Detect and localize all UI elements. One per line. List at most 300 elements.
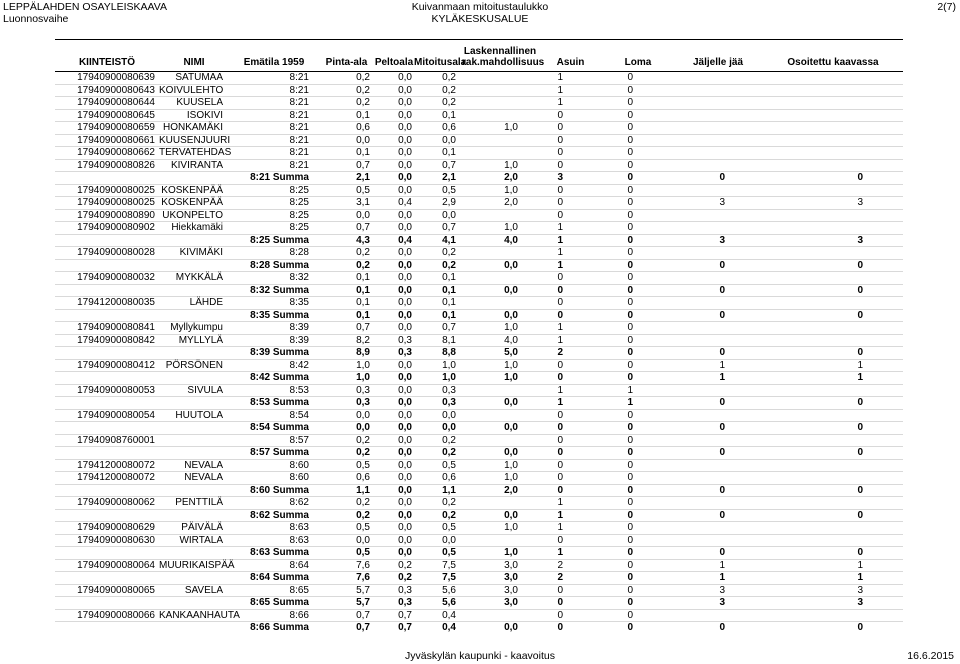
table-cell: 0	[538, 309, 603, 322]
table-cell: 8:62	[229, 497, 319, 510]
table-cell: 0	[538, 472, 603, 485]
table-cell: 0,0	[374, 147, 414, 160]
col-header-assigned: Osoitettu kaavassa	[763, 40, 903, 72]
table-cell	[763, 184, 903, 197]
table-cell: 0,5	[414, 522, 462, 535]
table-cell: 1	[538, 72, 603, 85]
table-cell: 8:39	[229, 322, 319, 335]
table-cell: 0	[763, 422, 903, 435]
summary-row	[55, 422, 903, 435]
table-cell: 0,0	[374, 297, 414, 310]
table-cell: 8:60	[229, 459, 319, 472]
table-cell: 1,1	[319, 484, 374, 497]
table-row	[55, 297, 903, 310]
table-cell: 0,2	[319, 434, 374, 447]
table-cell: 0,0	[374, 309, 414, 322]
table-row	[55, 209, 903, 222]
table-cell: 17940900080644	[55, 97, 159, 110]
table-row	[55, 359, 903, 372]
table-cell	[159, 484, 229, 497]
table-cell: 0,0	[374, 159, 414, 172]
table-cell: 0,0	[462, 509, 538, 522]
table-cell	[462, 384, 538, 397]
table-cell: 0	[603, 222, 673, 235]
table-cell: 0,1	[319, 309, 374, 322]
table-cell: 17940900080662	[55, 147, 159, 160]
table-cell: 8:21	[229, 109, 319, 122]
table-cell: 0	[538, 409, 603, 422]
table-cell	[159, 259, 229, 272]
summary-row	[55, 509, 903, 522]
table-cell: 8:63 Summa	[229, 547, 319, 560]
table-cell: 17941200080035	[55, 297, 159, 310]
table-cell	[763, 534, 903, 547]
table-row	[55, 84, 903, 97]
table-cell: 17940900080065	[55, 584, 159, 597]
table-cell: 0	[673, 172, 763, 185]
table-cell: 0	[603, 559, 673, 572]
table-cell: 0,5	[319, 459, 374, 472]
table-cell: KOIVULEHTO	[159, 84, 229, 97]
table-cell: 0,5	[414, 547, 462, 560]
table-cell: 17940900080062	[55, 497, 159, 510]
table-cell: 0,2	[319, 247, 374, 260]
table-cell: 7,5	[414, 559, 462, 572]
col-header-remaining: Jäljelle jää	[673, 40, 763, 72]
table-cell: 7,6	[319, 572, 374, 585]
table-cell: 0,2	[319, 72, 374, 85]
table-cell: 5,0	[462, 347, 538, 360]
table-cell: 8,1	[414, 334, 462, 347]
table-cell: 1	[673, 372, 763, 385]
table-cell: 0,0	[319, 534, 374, 547]
table-cell: 8:28 Summa	[229, 259, 319, 272]
table-cell: 0	[538, 597, 603, 610]
table-cell: 8:21	[229, 97, 319, 110]
table-cell: 0,0	[374, 409, 414, 422]
table-cell	[763, 497, 903, 510]
table-cell: 1	[763, 372, 903, 385]
table-cell: 17940900080643	[55, 84, 159, 97]
table-cell	[763, 609, 903, 622]
table-cell: 0,0	[462, 622, 538, 634]
table-cell: 0	[603, 147, 673, 160]
table-cell: 0	[673, 509, 763, 522]
table-cell: 0,0	[374, 397, 414, 410]
table-cell: 8:35 Summa	[229, 309, 319, 322]
col-header-dimension-area: Mitoitusala	[414, 40, 462, 72]
table-cell	[763, 222, 903, 235]
table-cell: 1,0	[319, 359, 374, 372]
table-cell: Myllykumpu	[159, 322, 229, 335]
table-cell	[673, 297, 763, 310]
table-cell: 0	[603, 184, 673, 197]
table-cell: 8:64 Summa	[229, 572, 319, 585]
table-cell: 2,0	[462, 197, 538, 210]
table-cell	[159, 422, 229, 435]
table-row	[55, 147, 903, 160]
table-cell: 8:42	[229, 359, 319, 372]
table-cell: 0,3	[374, 584, 414, 597]
table-cell: 0,3	[319, 384, 374, 397]
table-cell	[673, 322, 763, 335]
table-cell: 8:21	[229, 147, 319, 160]
table-header	[55, 40, 903, 72]
table-cell: 8:66	[229, 609, 319, 622]
table-cell	[462, 247, 538, 260]
table-cell: 2,1	[414, 172, 462, 185]
table-cell: 17940900080053	[55, 384, 159, 397]
table-cell: 0	[538, 147, 603, 160]
table-cell: 0,7	[319, 222, 374, 235]
table-cell: 17940900080630	[55, 534, 159, 547]
table-cell: 0,2	[414, 247, 462, 260]
table-cell: 0,3	[374, 347, 414, 360]
table-cell: 0	[538, 622, 603, 634]
table-cell: 0,3	[414, 397, 462, 410]
table-cell: ISOKIVI	[159, 109, 229, 122]
col-header-area: Pinta-ala	[319, 40, 374, 72]
table-cell: 0,7	[319, 609, 374, 622]
table-row	[55, 559, 903, 572]
table-cell: 0,0	[319, 209, 374, 222]
footer-organization: Jyväskylän kaupunki - kaavoitus	[405, 650, 555, 662]
table-cell: 0,0	[462, 284, 538, 297]
table-cell: 3	[538, 172, 603, 185]
table-cell	[673, 334, 763, 347]
table-cell: LÄHDE	[159, 297, 229, 310]
table-cell: 17940900080025	[55, 197, 159, 210]
table-cell: 0	[763, 172, 903, 185]
table-cell: 0	[603, 534, 673, 547]
table-title: Kuivanmaan mitoitustaulukko	[411, 1, 549, 13]
table-cell: 0	[603, 197, 673, 210]
table-cell: 0,0	[462, 422, 538, 435]
table-cell: 8:25	[229, 222, 319, 235]
table-cell: 0	[603, 459, 673, 472]
table-cell: 17940900080025	[55, 184, 159, 197]
footer-date: 16.6.2015	[907, 650, 954, 662]
table-cell: 0	[673, 484, 763, 497]
table-cell: 17940908760001	[55, 434, 159, 447]
table-cell	[159, 309, 229, 322]
table-cell: 0,2	[414, 447, 462, 460]
table-cell	[55, 597, 159, 610]
table-cell	[159, 434, 229, 447]
summary-row	[55, 484, 903, 497]
table-cell	[159, 234, 229, 247]
table-cell: 2,9	[414, 197, 462, 210]
table-cell: 1,0	[462, 159, 538, 172]
table-cell: 17940900080054	[55, 409, 159, 422]
table-cell: 0	[538, 534, 603, 547]
summary-row	[55, 447, 903, 460]
table-cell: 0,0	[374, 459, 414, 472]
table-cell	[763, 147, 903, 160]
table-cell: 8:25	[229, 184, 319, 197]
table-cell: 0	[603, 284, 673, 297]
table-row	[55, 472, 903, 485]
table-cell: 0,7	[414, 159, 462, 172]
table-cell	[673, 222, 763, 235]
table-cell: 0,0	[319, 422, 374, 435]
table-cell: 0,1	[319, 272, 374, 285]
table-cell	[673, 522, 763, 535]
table-cell	[55, 234, 159, 247]
table-cell	[159, 447, 229, 460]
table-cell	[673, 384, 763, 397]
table-cell: 5,6	[414, 597, 462, 610]
table-cell: 8:39	[229, 334, 319, 347]
table-cell: 1	[538, 234, 603, 247]
table-cell: 17941200080072	[55, 459, 159, 472]
table-cell: 8:53 Summa	[229, 397, 319, 410]
table-cell: 3	[763, 197, 903, 210]
table-cell: 17940900080066	[55, 609, 159, 622]
table-cell: 0	[603, 359, 673, 372]
table-cell: 8:53	[229, 384, 319, 397]
table-cell: 0	[673, 547, 763, 560]
table-row	[55, 247, 903, 260]
table-cell: 0,0	[374, 322, 414, 335]
table-cell: 0	[603, 209, 673, 222]
table-cell: MYLLYLÄ	[159, 334, 229, 347]
table-row	[55, 409, 903, 422]
table-cell: 0	[603, 347, 673, 360]
table-cell: 17940900080412	[55, 359, 159, 372]
table-cell	[673, 84, 763, 97]
table-row	[55, 134, 903, 147]
table-cell: 8:63	[229, 522, 319, 535]
table-cell: 4,0	[462, 234, 538, 247]
table-cell: 0	[603, 309, 673, 322]
table-cell: 0,4	[374, 234, 414, 247]
table-cell	[673, 72, 763, 85]
table-cell: 17940900080064	[55, 559, 159, 572]
table-cell: 0	[603, 584, 673, 597]
table-cell	[673, 272, 763, 285]
table-cell	[673, 247, 763, 260]
table-cell	[763, 334, 903, 347]
table-cell	[763, 209, 903, 222]
table-cell: 3	[763, 234, 903, 247]
table-cell: 0	[763, 259, 903, 272]
table-cell: 17941200080072	[55, 472, 159, 485]
table-cell: 0	[673, 309, 763, 322]
table-cell: 17940900080826	[55, 159, 159, 172]
table-cell	[55, 397, 159, 410]
table-cell: 2,0	[462, 172, 538, 185]
table-cell: 0,2	[374, 572, 414, 585]
table-cell: 0	[763, 447, 903, 460]
table-cell: 17940900080645	[55, 109, 159, 122]
table-cell: 0	[603, 322, 673, 335]
table-cell: 0,6	[319, 472, 374, 485]
table-cell: 0	[538, 297, 603, 310]
table-cell: 0,0	[374, 222, 414, 235]
table-cell: 8:62 Summa	[229, 509, 319, 522]
table-cell	[462, 272, 538, 285]
table-cell: 0	[538, 134, 603, 147]
table-cell: 0	[538, 159, 603, 172]
table-cell: 0,0	[374, 272, 414, 285]
table-cell: 0,5	[319, 522, 374, 535]
table-cell: 1,0	[462, 522, 538, 535]
table-cell: 8:32	[229, 272, 319, 285]
table-cell: 0,3	[414, 384, 462, 397]
table-cell: 0	[763, 509, 903, 522]
table-cell: 0,0	[374, 547, 414, 560]
table-cell: SIVULA	[159, 384, 229, 397]
table-cell: 0,3	[374, 334, 414, 347]
table-cell: KUUSENJUURI	[159, 134, 231, 146]
table-cell: 0,6	[414, 472, 462, 485]
table-cell: 2,1	[319, 172, 374, 185]
table-cell: 1,0	[462, 122, 538, 135]
table-cell: 8:25	[229, 209, 319, 222]
table-cell: 8:65	[229, 584, 319, 597]
table-cell: 1	[603, 397, 673, 410]
table-cell	[55, 259, 159, 272]
table-cell: 0	[538, 459, 603, 472]
table-cell	[763, 272, 903, 285]
table-cell: KOSKENPÄÄ	[159, 184, 229, 197]
table-cell: 0,0	[462, 309, 538, 322]
table-cell: 0	[673, 397, 763, 410]
table-cell: 1,0	[462, 472, 538, 485]
table-cell	[55, 622, 159, 634]
table-cell: 17940900080028	[55, 247, 159, 260]
table-cell: 0,0	[374, 359, 414, 372]
table-cell	[55, 372, 159, 385]
col-header-field-area: Peltoala	[374, 40, 414, 72]
table-cell	[159, 372, 229, 385]
table-cell	[673, 122, 763, 135]
table-row	[55, 159, 903, 172]
table-cell: 1	[673, 572, 763, 585]
table-cell: 1	[538, 247, 603, 260]
table-cell	[763, 159, 903, 172]
table-cell	[462, 497, 538, 510]
table-cell: 0,0	[374, 184, 414, 197]
table-cell	[55, 547, 159, 560]
table-cell	[159, 347, 229, 360]
table-cell: 0,7	[414, 222, 462, 235]
table-cell: 0	[603, 522, 673, 535]
table-cell	[673, 159, 763, 172]
table-cell: 3	[763, 584, 903, 597]
table-row	[55, 584, 903, 597]
table-cell: 0	[763, 547, 903, 560]
table-cell: 0,0	[374, 134, 414, 147]
table-cell: 0,1	[319, 297, 374, 310]
table-cell: 0,6	[414, 122, 462, 135]
table-cell: 0	[603, 84, 673, 97]
table-cell: 4,3	[319, 234, 374, 247]
table-cell: 1	[763, 359, 903, 372]
table-cell: UKONPELTO	[159, 209, 229, 222]
table-cell: 0,4	[414, 622, 462, 634]
table-cell: 1	[538, 384, 603, 397]
summary-row	[55, 397, 903, 410]
table-cell: 0,0	[462, 259, 538, 272]
table-cell	[55, 447, 159, 460]
table-cell: KOSKENPÄÄ	[159, 197, 229, 210]
table-cell: 0,0	[374, 509, 414, 522]
table-row	[55, 197, 903, 210]
table-cell: 0,0	[374, 472, 414, 485]
table-cell	[673, 534, 763, 547]
table-cell: 3,0	[462, 572, 538, 585]
table-cell: 0	[538, 359, 603, 372]
table-cell: 3,1	[319, 197, 374, 210]
table-cell: 0	[538, 584, 603, 597]
table-cell	[159, 509, 229, 522]
table-cell: 0,0	[374, 497, 414, 510]
table-cell: 3,0	[462, 559, 538, 572]
table-cell: KIVIRANTA	[159, 159, 229, 172]
table-cell: 2,0	[462, 484, 538, 497]
table-cell: 17940900080842	[55, 334, 159, 347]
document-phase: Luonnosvaihe	[3, 13, 69, 25]
table-cell: 0,1	[414, 284, 462, 297]
table-cell: 1	[538, 84, 603, 97]
table-cell: 8:57 Summa	[229, 447, 319, 460]
table-cell: 8:60	[229, 472, 319, 485]
table-cell: 1,0	[319, 372, 374, 385]
table-cell	[763, 409, 903, 422]
table-cell: 0,7	[319, 159, 374, 172]
table-cell: 1	[673, 559, 763, 572]
table-cell: 0	[603, 159, 673, 172]
table-cell	[462, 534, 538, 547]
table-cell: 0	[538, 284, 603, 297]
table-cell: 0	[603, 247, 673, 260]
table-cell	[763, 472, 903, 485]
table-cell: KUUSELA	[159, 97, 229, 110]
table-cell	[462, 297, 538, 310]
table-cell: 0,0	[374, 422, 414, 435]
table-cell: 0,2	[374, 559, 414, 572]
table-cell	[673, 497, 763, 510]
table-cell: 0	[603, 572, 673, 585]
table-cell: 0,4	[414, 609, 462, 622]
table-cell	[673, 134, 763, 147]
table-cell: 0	[763, 622, 903, 634]
table-cell: 0,0	[374, 97, 414, 110]
table-cell: 7,5	[414, 572, 462, 585]
table-cell: 0	[673, 284, 763, 297]
table-cell: Hiekkamäki	[159, 222, 229, 235]
table-cell: 8:28	[229, 247, 319, 260]
table-cell: 0	[673, 259, 763, 272]
table-cell: 17940900080902	[55, 222, 159, 235]
table-cell: 0	[603, 122, 673, 135]
table-cell: 8:42 Summa	[229, 372, 319, 385]
table-cell	[462, 72, 538, 85]
table-cell: 1,0	[462, 459, 538, 472]
table-cell: 0	[763, 484, 903, 497]
table-cell: 0	[538, 197, 603, 210]
table-cell: 17940900080841	[55, 322, 159, 335]
table-cell: 0	[538, 447, 603, 460]
table-cell	[673, 109, 763, 122]
table-cell: 0,7	[319, 622, 374, 634]
table-cell: 8:66 Summa	[229, 622, 319, 634]
table-cell: 0,0	[374, 384, 414, 397]
table-row	[55, 97, 903, 110]
table-cell: 0	[603, 609, 673, 622]
